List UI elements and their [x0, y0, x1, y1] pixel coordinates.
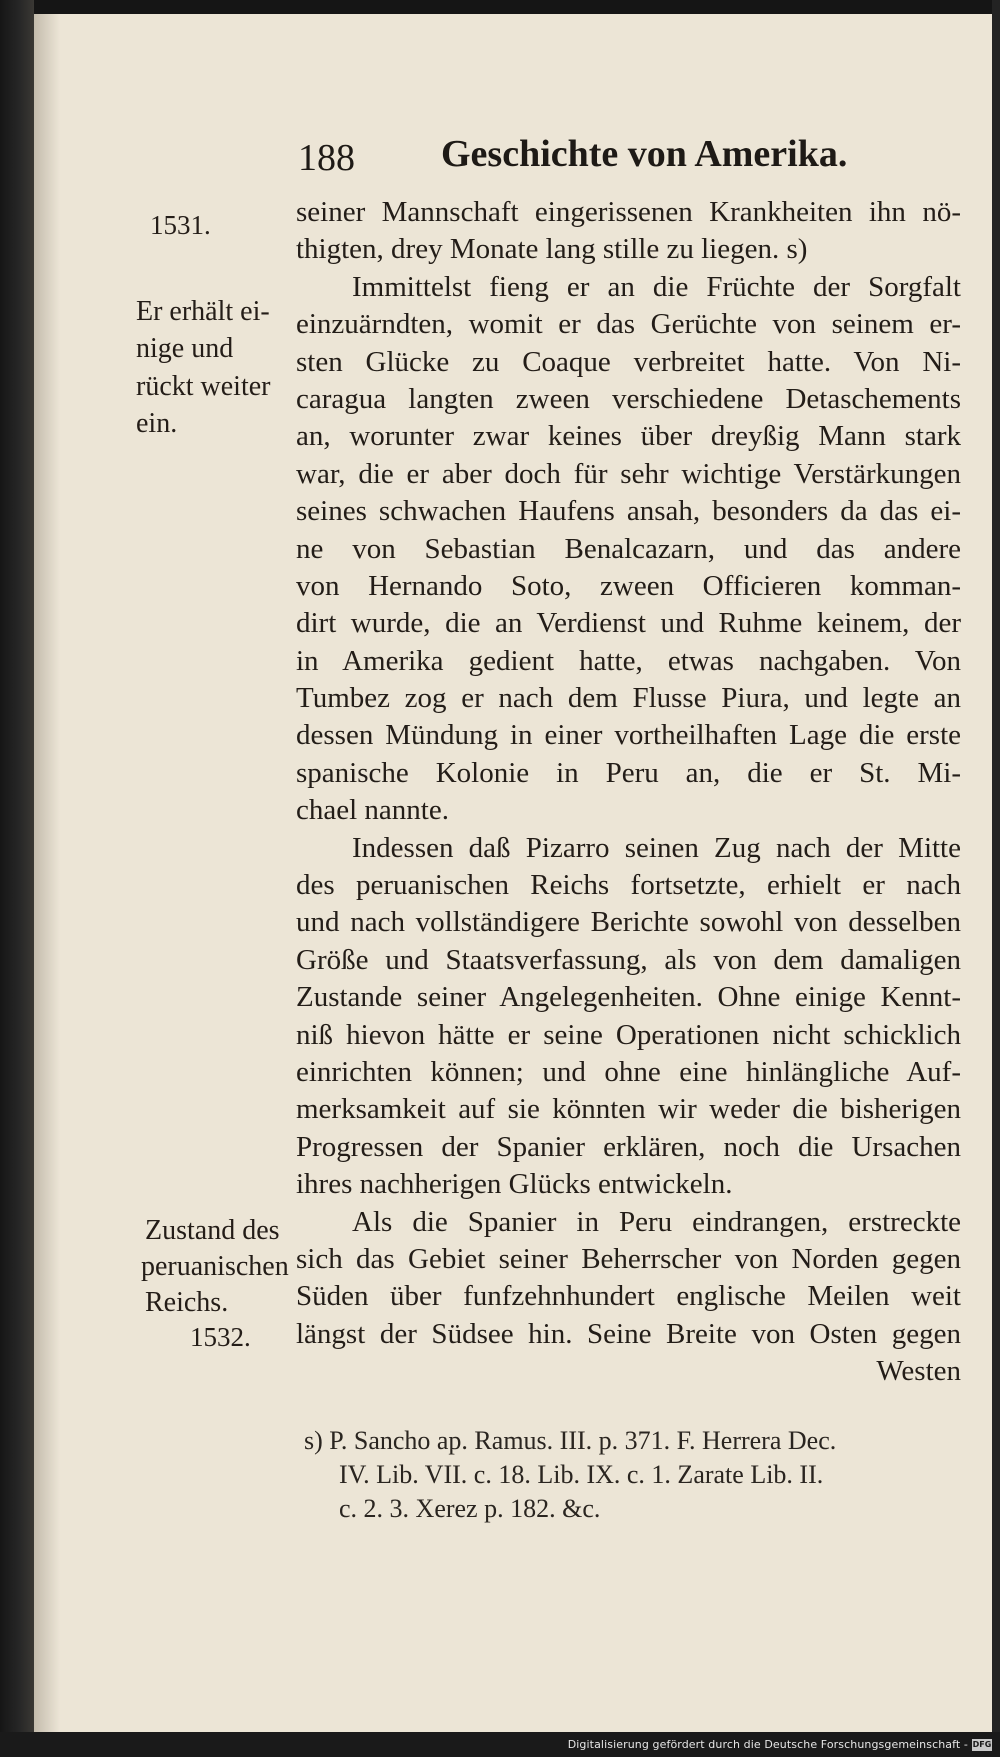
- text-line: einzuärndten, womit er das Gerüchte von seinem er-: [296, 308, 961, 341]
- text-line: seines schwachen Haufens ansah, besonders da das ei-: [296, 495, 961, 528]
- text-line: dirt wurde, die an Verdienst und Ruhme keinem, der: [296, 607, 961, 640]
- text-line: war, die er aber doch für sehr wichtige Verstärkungen: [296, 457, 961, 490]
- text-line: sten Glücke zu Coaque verbreitet hatte. Von Ni-: [296, 345, 961, 378]
- text-line: thigten, drey Monate lang stille zu liegen. s): [296, 233, 808, 266]
- text-line: an, worunter zwar keines über dreyßig Mann stark: [296, 420, 961, 453]
- margin-note-line: Er erhält ei-: [136, 296, 270, 327]
- text-line: Progressen der Spanier erklären, noch die Ursachen: [296, 1130, 961, 1163]
- text-line: längst der Südsee hin. Seine Breite von Osten gegen: [296, 1317, 961, 1350]
- text-line: Größe und Staatsverfassung, als von dem damaligen: [296, 943, 961, 976]
- scan-border-left: [0, 0, 34, 1732]
- footnote: [304, 1424, 970, 1526]
- catchword: Westen: [876, 1355, 961, 1388]
- page-number: 188: [298, 137, 355, 179]
- text-line: in Amerika gedient hatte, etwas nachgaben. Von: [296, 644, 961, 677]
- margin-note-2: [141, 1213, 289, 1321]
- margin-note-line: rückt weiter: [136, 370, 271, 402]
- scan-border-top: [0, 0, 1000, 14]
- text-line: Indessen daß Pizarro seinen Zug nach der Mitte: [352, 831, 961, 864]
- body-text: [296, 194, 961, 1391]
- text-line: des peruanischen Reichs fortsetzte, erhielt er nach: [296, 869, 961, 902]
- text-line: von Hernando Soto, zween Officieren komman-: [296, 569, 961, 602]
- page-header: [298, 128, 858, 188]
- text-line: niß hievon hätte er seine Operationen nicht schicklich: [296, 1018, 961, 1051]
- margin-note-line: nige und: [136, 333, 234, 365]
- scan-border-right: [992, 0, 1000, 1732]
- text-line: dessen Mündung in einer vortheilhaften Lage die erste: [296, 719, 961, 752]
- margin-year-1531: 1531.: [150, 210, 211, 240]
- text-line: Süden über funfzehnhundert englische Meilen weit: [296, 1280, 961, 1313]
- text-line: seiner Mannschaft eingerissenen Krankheiten ihn nö-: [296, 196, 961, 228]
- text-line: und nach vollständigere Berichte sowohl von desselben: [296, 906, 961, 939]
- funding-notice: Digitalisierung gefördert durch die Deutsche Forschungsgemeinschaft -: [567, 1738, 968, 1751]
- margin-note-line: Zustand des: [145, 1215, 280, 1246]
- text-line: merksamkeit auf sie könnten wir weder die bisherigen: [296, 1093, 961, 1126]
- text-line: spanische Kolonie in Peru an, die er St. Mi-: [296, 756, 961, 789]
- footer-bar: [0, 1732, 1000, 1757]
- running-head: Geschichte von Amerika.: [441, 133, 848, 175]
- margin-year-1532: 1532.: [190, 1322, 251, 1352]
- text-line: chael nannte.: [296, 794, 449, 827]
- text-line: Als die Spanier in Peru eindrangen, erstreckte: [352, 1205, 961, 1238]
- text-line: caragua langten zween verschiedene Detaschements: [296, 382, 961, 415]
- text-line: einrichten können; und ohne eine hinlängliche Auf-: [296, 1055, 961, 1088]
- footnote-line: IV. Lib. VII. c. 18. Lib. IX. c. 1. Zarate Lib. II.: [339, 1460, 824, 1489]
- text-line: Zustande seiner Angelegenheiten. Ohne einige Kennt-: [296, 981, 961, 1014]
- margin-note-1: [136, 293, 271, 443]
- text-line: ihres nachherigen Glücks entwickeln.: [296, 1168, 733, 1201]
- dfg-logo-icon: DFG: [972, 1740, 992, 1749]
- margin-note-line: peruanischen: [141, 1251, 289, 1282]
- margin-note-line: ein.: [136, 408, 178, 440]
- text-line: sich das Gebiet seiner Beherrscher von Norden gegen: [296, 1242, 961, 1275]
- text-line: Immittelst fieng er an die Früchte der Sorgfalt: [352, 270, 961, 303]
- gutter-shadow: [34, 14, 60, 1732]
- text-line: Tumbez zog er nach dem Flusse Piura, und legte an: [296, 682, 961, 715]
- text-line: ne von Sebastian Benalcazarn, und das andere: [296, 532, 961, 565]
- footnote-line: s) P. Sancho ap. Ramus. III. p. 371. F. Herrera Dec.: [304, 1426, 837, 1455]
- footnote-line: c. 2. 3. Xerez p. 182. &c.: [339, 1494, 601, 1523]
- margin-note-line: Reichs.: [145, 1287, 229, 1318]
